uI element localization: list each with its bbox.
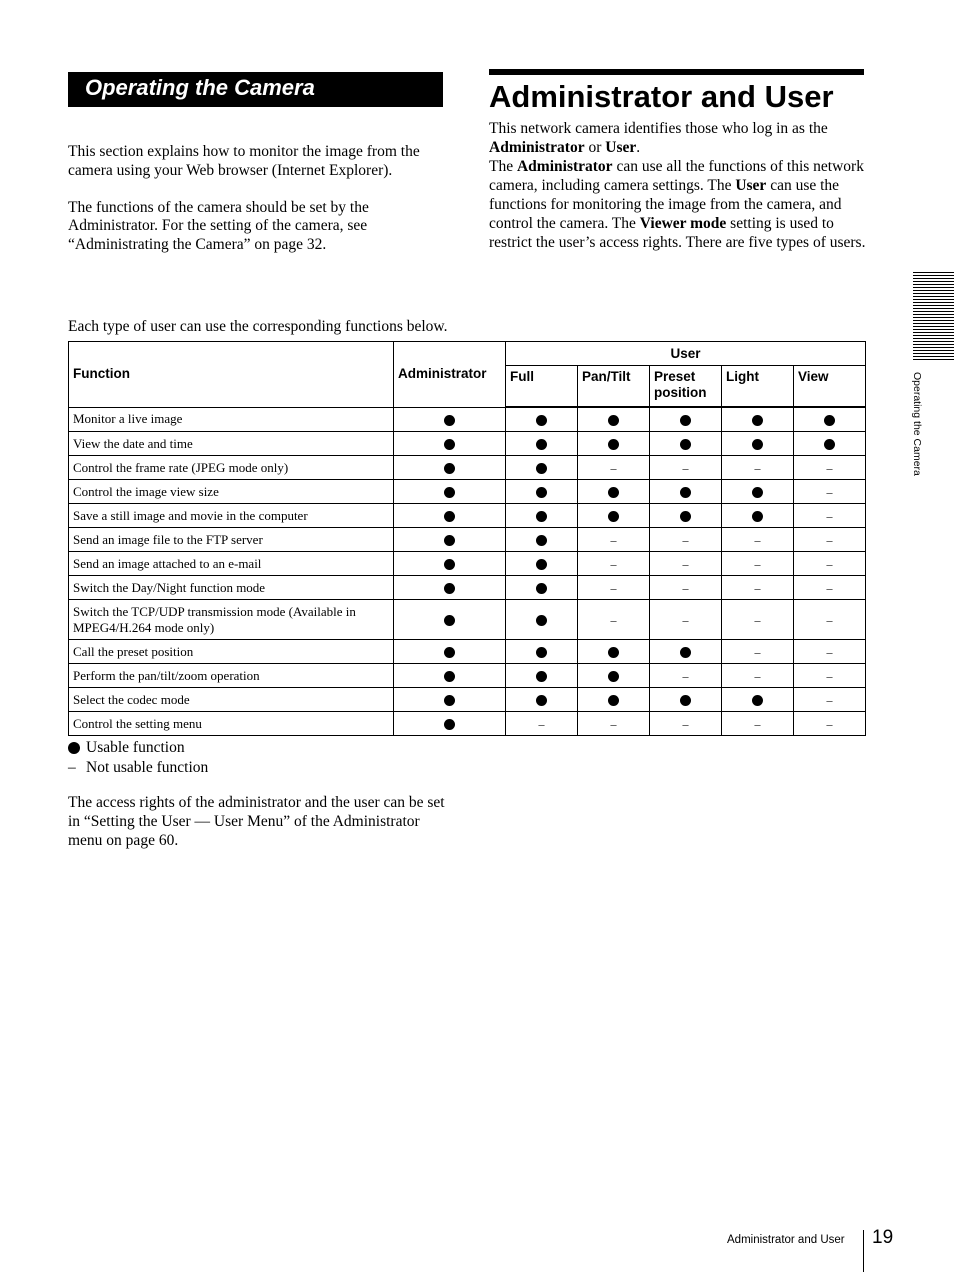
usable-dot-icon xyxy=(752,439,763,450)
not-usable-mark xyxy=(578,576,650,600)
not-usable-dash: – xyxy=(682,460,689,475)
table-row xyxy=(69,640,866,664)
usable-mark xyxy=(578,432,650,456)
usable-dot-icon xyxy=(536,671,547,682)
not-usable-mark xyxy=(794,480,866,504)
not-usable-dash: – xyxy=(754,612,761,627)
usable-dot-icon xyxy=(536,463,547,474)
not-usable-dash: – xyxy=(826,532,833,547)
usable-mark xyxy=(722,504,794,528)
not-usable-mark xyxy=(794,688,866,712)
not-usable-mark xyxy=(578,456,650,480)
usable-dot-icon xyxy=(680,511,691,522)
table-row xyxy=(69,480,866,504)
not-usable-mark xyxy=(650,664,722,688)
not-usable-symbol: – xyxy=(68,759,76,776)
not-usable-dash: – xyxy=(538,716,545,731)
access-rights-text: The access rights of the administrator and the user can be set in “Setting the User — User Menu” of the Administrator menu on page 60. xyxy=(68,794,445,849)
usable-mark xyxy=(578,407,650,432)
usable-mark xyxy=(394,640,506,664)
table-row xyxy=(69,664,866,688)
not-usable-mark xyxy=(722,552,794,576)
usable-dot-icon xyxy=(680,647,691,658)
not-usable-mark xyxy=(794,576,866,600)
usable-mark xyxy=(394,528,506,552)
usable-dot-icon xyxy=(444,559,455,570)
not-usable-mark xyxy=(506,712,578,736)
table-row xyxy=(69,528,866,552)
usable-mark xyxy=(578,664,650,688)
usable-mark xyxy=(394,664,506,688)
intro-paragraph-2: The functions of the camera should be set by the Administrator. For the setting of the camera, see “Administrating the Camera” on page 32. xyxy=(68,198,369,253)
table-row xyxy=(69,456,866,480)
function-cell: Select the codec mode xyxy=(69,688,394,712)
header-user: User xyxy=(506,342,866,366)
not-usable-mark xyxy=(794,600,866,640)
page-title: Administrator and User xyxy=(489,79,834,114)
not-usable-dash: – xyxy=(682,556,689,571)
usable-mark xyxy=(650,640,722,664)
usable-mark xyxy=(650,688,722,712)
title-rule xyxy=(489,69,864,75)
not-usable-dash: – xyxy=(754,460,761,475)
usable-mark xyxy=(722,688,794,712)
usable-dot-icon xyxy=(752,695,763,706)
not-usable-mark xyxy=(794,664,866,688)
not-usable-mark xyxy=(650,456,722,480)
usable-symbol xyxy=(68,738,86,758)
not-usable-mark xyxy=(722,456,794,480)
function-cell: Call the preset position xyxy=(69,640,394,664)
not-usable-dash: – xyxy=(682,612,689,627)
section-heading-banner xyxy=(68,72,443,107)
usable-mark xyxy=(394,688,506,712)
usable-mark xyxy=(722,407,794,432)
header-administrator: Administrator xyxy=(394,342,506,408)
usable-dot-icon xyxy=(444,535,455,546)
not-usable-dash: – xyxy=(826,692,833,707)
usable-mark xyxy=(722,480,794,504)
header-view: View xyxy=(794,366,866,408)
usable-mark xyxy=(506,688,578,712)
usable-dot-icon xyxy=(536,559,547,570)
function-cell: Control the frame rate (JPEG mode only) xyxy=(69,456,394,480)
header-pan-tilt: Pan/Tilt xyxy=(578,366,650,408)
not-usable-mark xyxy=(578,552,650,576)
not-usable-dash: – xyxy=(610,612,617,627)
usable-dot-icon xyxy=(536,487,547,498)
not-usable-dash: – xyxy=(610,460,617,475)
function-cell: Save a still image and movie in the computer xyxy=(69,504,394,528)
not-usable-mark xyxy=(578,600,650,640)
usable-dot-icon xyxy=(444,415,455,426)
function-cell: Monitor a live image xyxy=(69,407,394,432)
usable-mark xyxy=(394,456,506,480)
usable-mark xyxy=(578,640,650,664)
usable-mark xyxy=(722,432,794,456)
description-paragraph-2: The Administrator can use all the functions of this network camera, including camera settings. The User can use the functions for monitoring the image from the camera, and control the camera. The Viewer mode setting is used to restrict the user’s access rights. There are five types of users. xyxy=(489,158,866,251)
usable-mark xyxy=(506,480,578,504)
usable-mark xyxy=(506,576,578,600)
page-number: 19 xyxy=(872,1227,894,1248)
usable-dot-icon xyxy=(608,439,619,450)
usable-mark xyxy=(394,552,506,576)
intro-text xyxy=(68,143,446,273)
usable-dot-icon xyxy=(536,439,547,450)
table-row xyxy=(69,688,866,712)
section-heading: Operating the Camera xyxy=(85,75,315,100)
usable-mark xyxy=(578,480,650,504)
function-cell: Send an image file to the FTP server xyxy=(69,528,394,552)
usable-mark xyxy=(794,407,866,432)
usable-dot-icon xyxy=(444,583,455,594)
not-usable-mark xyxy=(578,712,650,736)
function-cell: Switch the Day/Night function mode xyxy=(69,576,394,600)
not-usable-dash: – xyxy=(682,716,689,731)
usable-mark xyxy=(506,600,578,640)
usable-dot-icon xyxy=(824,415,835,426)
header-light: Light xyxy=(722,366,794,408)
not-usable-dash: – xyxy=(826,460,833,475)
not-usable-mark xyxy=(650,552,722,576)
description-paragraph-1: This network camera identifies those who log in as the Administrator or User. xyxy=(489,120,828,156)
legend-not-usable-text: Not usable function xyxy=(86,759,209,776)
not-usable-dash: – xyxy=(754,668,761,683)
not-usable-mark xyxy=(650,600,722,640)
usable-dot-icon xyxy=(608,415,619,426)
not-usable-dash: – xyxy=(754,644,761,659)
usable-dot-icon xyxy=(608,647,619,658)
usable-dot-icon xyxy=(608,487,619,498)
usable-dot-icon xyxy=(536,615,547,626)
usable-dot-icon xyxy=(536,535,547,546)
footer-section-label: Administrator and User xyxy=(727,1234,845,1246)
legend-not-usable xyxy=(68,758,208,778)
usable-mark xyxy=(506,664,578,688)
function-cell: Control the setting menu xyxy=(69,712,394,736)
not-usable-mark xyxy=(794,456,866,480)
not-usable-dash: – xyxy=(826,612,833,627)
usable-mark xyxy=(794,432,866,456)
usable-dot-icon xyxy=(536,647,547,658)
side-tab-label: Operating the Camera xyxy=(911,372,923,476)
not-usable-dash: – xyxy=(826,644,833,659)
table-row xyxy=(69,552,866,576)
usable-dot-icon xyxy=(444,487,455,498)
not-usable-dash: – xyxy=(826,580,833,595)
table-row xyxy=(69,712,866,736)
table-row xyxy=(69,600,866,640)
side-tab-stripes xyxy=(913,272,954,360)
usable-mark xyxy=(650,407,722,432)
not-usable-mark xyxy=(794,640,866,664)
usable-dot-icon xyxy=(444,719,455,730)
usable-dot-icon xyxy=(824,439,835,450)
usable-dot-icon xyxy=(444,511,455,522)
table-intro: Each type of user can use the corresponding functions below. xyxy=(68,318,448,335)
usable-dot-icon xyxy=(444,439,455,450)
not-usable-mark xyxy=(722,712,794,736)
not-usable-dash: – xyxy=(754,556,761,571)
usable-mark xyxy=(578,504,650,528)
usable-mark xyxy=(506,504,578,528)
not-usable-mark xyxy=(722,528,794,552)
usable-dot-icon xyxy=(608,695,619,706)
legend-usable xyxy=(68,738,208,758)
usable-mark xyxy=(506,552,578,576)
user-types-description xyxy=(489,119,867,252)
not-usable-mark xyxy=(650,528,722,552)
not-usable-mark xyxy=(722,600,794,640)
footer-rule xyxy=(863,1230,864,1272)
usable-dot-icon xyxy=(608,511,619,522)
usable-dot-icon xyxy=(680,487,691,498)
not-usable-dash: – xyxy=(754,716,761,731)
usable-mark xyxy=(506,432,578,456)
header-preset-position: Preset position xyxy=(650,366,722,408)
usable-mark xyxy=(394,504,506,528)
not-usable-dash: – xyxy=(682,580,689,595)
usable-mark xyxy=(506,456,578,480)
usable-mark xyxy=(506,640,578,664)
intro-paragraph-1: This section explains how to monitor the image from the camera using your Web browser (Internet Explorer). xyxy=(68,143,420,179)
function-table-body xyxy=(69,407,866,736)
not-usable-dash: – xyxy=(610,580,617,595)
usable-mark xyxy=(506,407,578,432)
function-cell: Control the image view size xyxy=(69,480,394,504)
not-usable-dash: – xyxy=(754,532,761,547)
legend-usable-text: Usable function xyxy=(86,739,185,756)
not-usable-mark xyxy=(722,576,794,600)
usable-dot-icon xyxy=(444,695,455,706)
usable-dot-icon xyxy=(536,415,547,426)
usable-dot-icon xyxy=(752,415,763,426)
usable-dot-icon xyxy=(536,511,547,522)
not-usable-mark xyxy=(794,552,866,576)
usable-dot-icon xyxy=(680,695,691,706)
usable-mark xyxy=(394,600,506,640)
legend xyxy=(68,738,208,778)
not-usable-mark xyxy=(794,504,866,528)
not-usable-dash: – xyxy=(754,580,761,595)
usable-dot-icon xyxy=(536,583,547,594)
not-usable-dash: – xyxy=(826,668,833,683)
not-usable-dash: – xyxy=(610,532,617,547)
usable-mark xyxy=(394,480,506,504)
not-usable-dash: – xyxy=(826,716,833,731)
not-usable-dash: – xyxy=(826,508,833,523)
usable-dot-icon xyxy=(752,511,763,522)
usable-mark xyxy=(394,712,506,736)
usable-dot-icon xyxy=(444,615,455,626)
not-usable-mark xyxy=(722,640,794,664)
usable-mark xyxy=(578,688,650,712)
usable-mark xyxy=(650,504,722,528)
not-usable-dash: – xyxy=(826,556,833,571)
usable-mark xyxy=(650,432,722,456)
header-function: Function xyxy=(69,342,394,408)
function-table xyxy=(68,341,866,736)
usable-mark xyxy=(394,407,506,432)
not-usable-dash: – xyxy=(682,668,689,683)
function-cell: Perform the pan/tilt/zoom operation xyxy=(69,664,394,688)
not-usable-mark xyxy=(794,528,866,552)
usable-mark xyxy=(394,432,506,456)
usable-mark xyxy=(394,576,506,600)
not-usable-mark xyxy=(650,712,722,736)
not-usable-dash: – xyxy=(610,556,617,571)
usable-dot-icon xyxy=(680,415,691,426)
not-usable-mark xyxy=(650,576,722,600)
usable-dot-icon xyxy=(680,439,691,450)
not-usable-dash: – xyxy=(682,532,689,547)
table-row xyxy=(69,576,866,600)
not-usable-mark xyxy=(578,528,650,552)
usable-mark xyxy=(650,480,722,504)
not-usable-mark xyxy=(794,712,866,736)
usable-dot-icon xyxy=(444,671,455,682)
usable-dot-icon xyxy=(536,695,547,706)
usable-dot-icon xyxy=(444,463,455,474)
header-full: Full xyxy=(506,366,578,408)
not-usable-mark xyxy=(722,664,794,688)
table-row xyxy=(69,432,866,456)
usable-dot-icon xyxy=(608,671,619,682)
function-cell: Switch the TCP/UDP transmission mode (Available in MPEG4/H.264 mode only) xyxy=(69,600,394,640)
table-row xyxy=(69,504,866,528)
table-row xyxy=(69,407,866,432)
usable-dot-icon xyxy=(444,647,455,658)
usable-mark xyxy=(506,528,578,552)
not-usable-dash: – xyxy=(826,484,833,499)
usable-dot-icon xyxy=(752,487,763,498)
function-cell: Send an image attached to an e-mail xyxy=(69,552,394,576)
function-cell: View the date and time xyxy=(69,432,394,456)
not-usable-dash: – xyxy=(610,716,617,731)
